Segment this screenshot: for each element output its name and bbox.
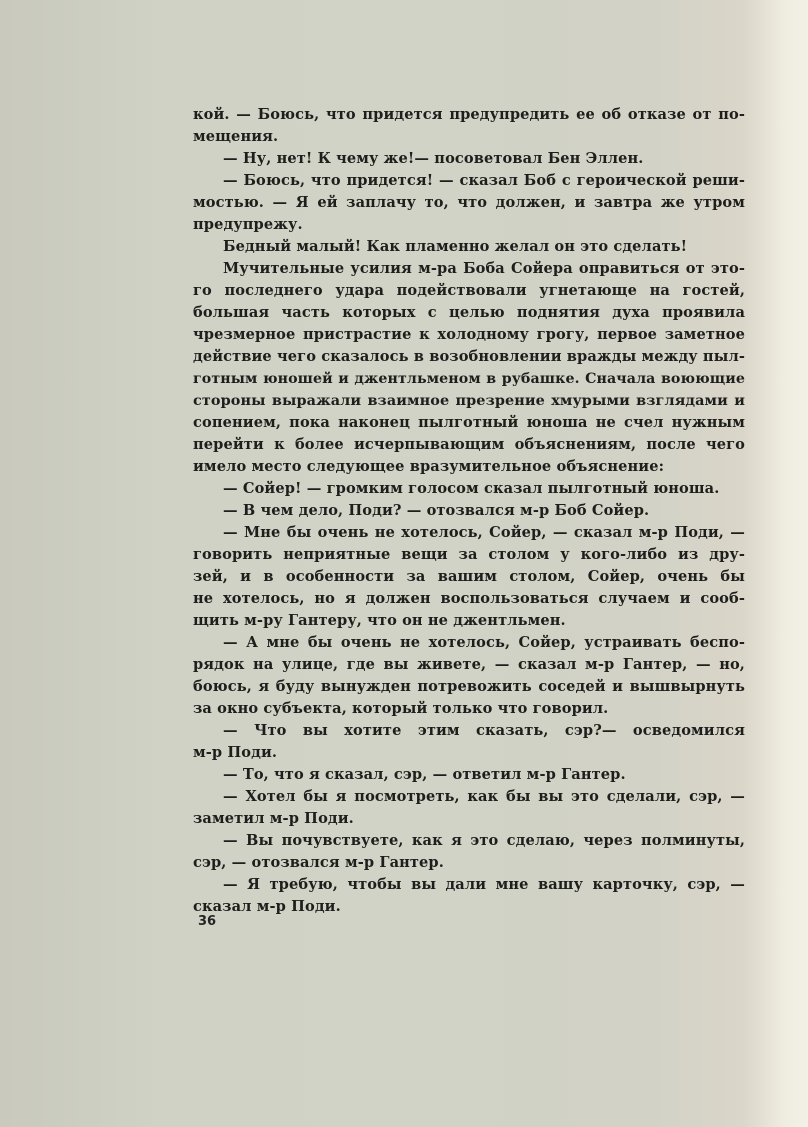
text-line: — Мне бы очень не хотелось, Сойер, — сказал м-р Поди, — [223, 524, 745, 541]
text-line: — Хотел бы я посмотреть, как бы вы это сделали, сэр, — [223, 788, 745, 805]
text-line: рядок на улице, где вы живете, — сказал м-р Гантер, — но, [193, 656, 745, 673]
body-text [193, 104, 745, 918]
text-line: за окно субъекта, который только что говорил. [193, 700, 609, 717]
text-line: сопением, пока наконец пылготный юноша не счел нужным [193, 414, 745, 431]
text-line: — Я требую, чтобы вы дали мне вашу карточку, сэр, — [223, 876, 745, 893]
text-line: мещения. [193, 128, 279, 145]
text-line: щить м-ру Гантеру, что он не джентльмен. [193, 612, 566, 629]
text-line: — Ну, нет! К чему же!— посоветовал Бен Эллен. [223, 150, 644, 167]
text-line: сэр, — отозвался м-р Гантер. [193, 854, 444, 871]
text-line: — В чем дело, Поди? — отозвался м-р Боб Сойер. [223, 502, 650, 519]
text-line: боюсь, я буду вынужден потревожить соседей и вышвырнуть [193, 678, 745, 695]
text-line: — То, что я сказал, сэр, — ответил м-р Гантер. [223, 766, 626, 783]
text-line: заметил м-р Поди. [193, 810, 354, 827]
text-line: — Боюсь, что придется! — сказал Боб с героической реши- [223, 172, 745, 189]
text-line: — Сойер! — громким голосом сказал пылготный юноша. [223, 480, 720, 497]
text-line: — Вы почувствуете, как я это сделаю, через полминуты, [223, 832, 745, 849]
text-line: большая часть которых с целью поднятия духа проявила [193, 304, 745, 321]
text-line: сказал м-р Поди. [193, 898, 341, 915]
text-line: го последнего удара подействовали угнетающе на гостей, [193, 282, 745, 299]
text-line: говорить неприятные вещи за столом у кого-либо из дру- [193, 546, 745, 563]
page-number: 36 [198, 914, 217, 929]
text-line: имело место следующее вразумительное объяснение: [193, 458, 665, 475]
text-line: стороны выражали взаимное презрение хмурыми взглядами и [193, 392, 745, 409]
text-line: Мучительные усилия м-ра Боба Сойера оправиться от это- [223, 260, 745, 277]
text-line: кой. — Боюсь, что придется предупредить ее об отказе от по- [193, 106, 745, 123]
text-line: зей, и в особенности за вашим столом, Сойер, очень бы [193, 568, 745, 585]
text-line: Бедный малый! Как пламенно желал он это сделать! [223, 238, 688, 255]
text-line: — Что вы хотите этим сказать, сэр?— осведомился [223, 722, 745, 739]
text-line: предупрежу. [193, 216, 303, 233]
text-line: не хотелось, но я должен воспользоваться случаем и сооб- [193, 590, 745, 607]
text-line: мостью. — Я ей заплачу то, что должен, и завтра же утром [193, 194, 745, 211]
text-line: — А мне бы очень не хотелось, Сойер, устраивать беспо- [223, 634, 745, 651]
text-line: м-р Поди. [193, 744, 278, 761]
text-line: действие чего сказалось в возобновлении вражды между пыл- [193, 348, 745, 365]
text-line: чрезмерное пристрастие к холодному грогу, первое заметное [193, 326, 745, 343]
text-line: перейти к более исчерпывающим объяснениям, после чего [193, 436, 745, 453]
text-line: готным юношей и джентльменом в рубашке. Сначала воюющие [193, 371, 745, 387]
